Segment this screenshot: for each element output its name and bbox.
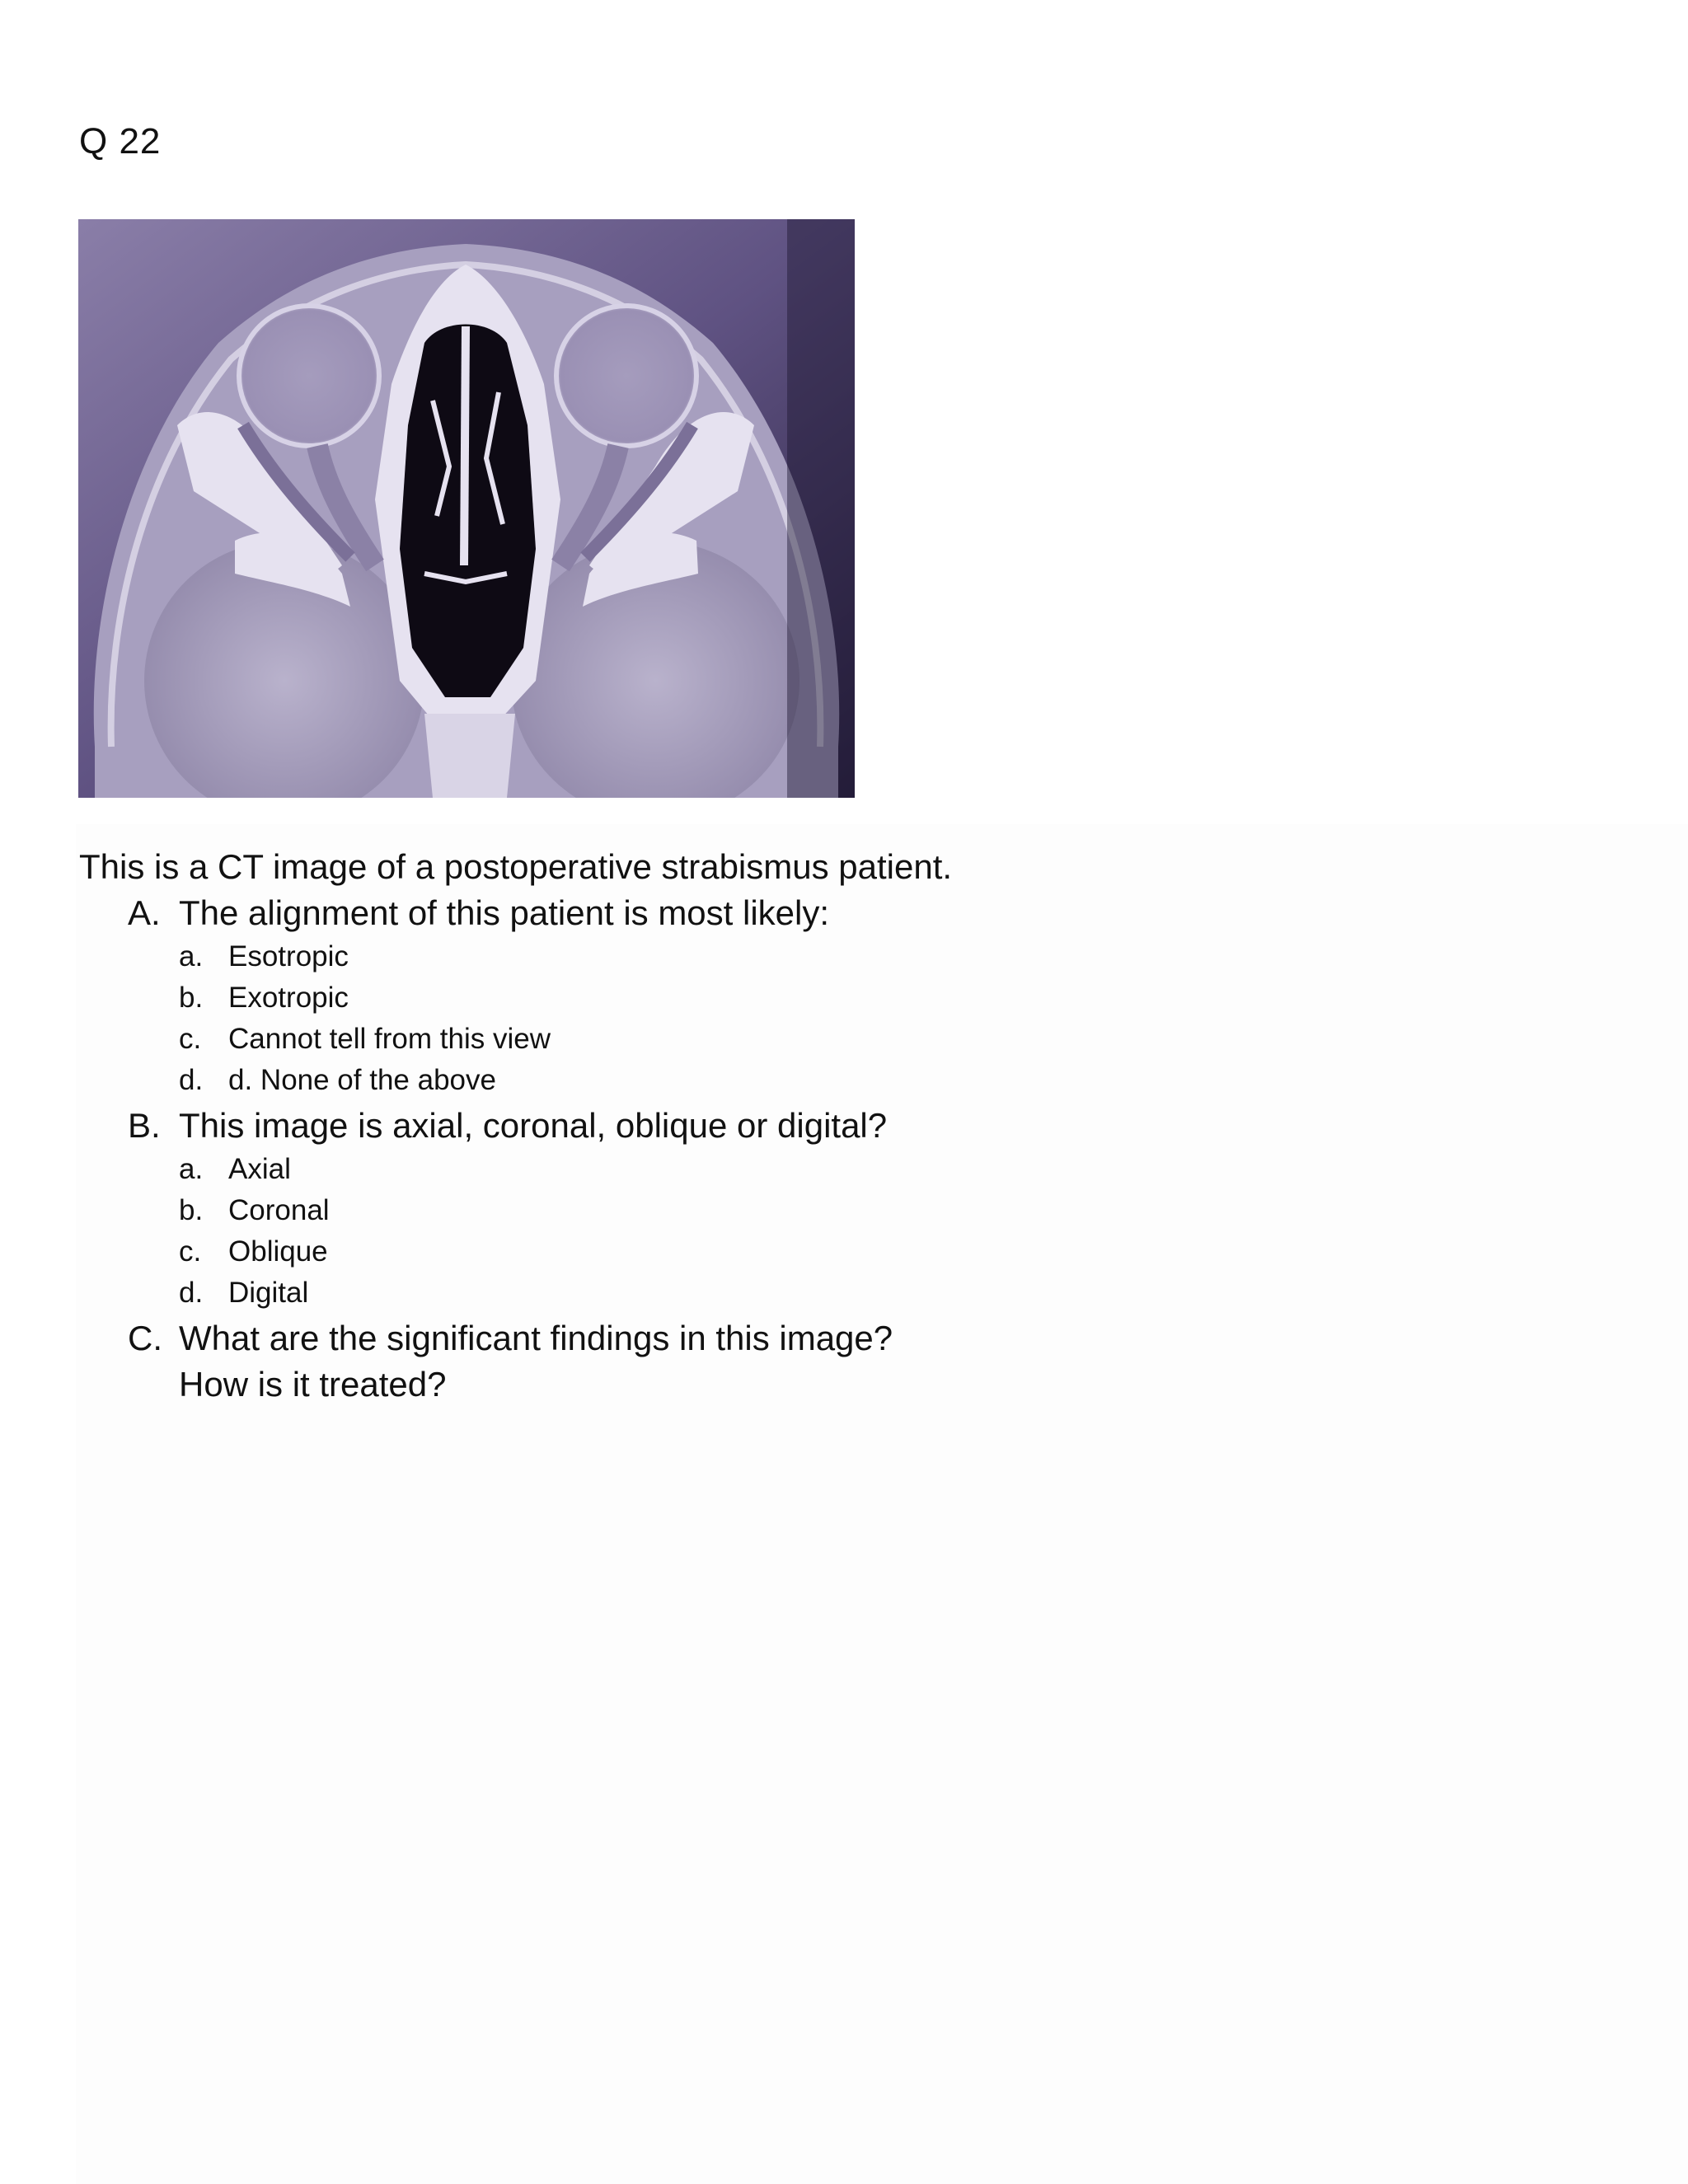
sub-question-letter: A. [128, 893, 161, 932]
option-letter: b. [179, 1194, 204, 1226]
sub-question-letter: B. [128, 1106, 161, 1145]
option-letter: d. [179, 1277, 204, 1309]
option-letter: a. [179, 940, 204, 972]
option-list [179, 936, 1233, 1101]
sub-question-list [79, 890, 1233, 1408]
option-item [79, 1019, 1233, 1060]
sub-question-c [79, 1315, 1233, 1408]
question-content [79, 844, 1233, 1408]
option-text: Axial [228, 1153, 291, 1185]
ct-scan-image [78, 219, 855, 798]
sub-question-text: What are the significant findings in this image? [179, 1319, 893, 1357]
sub-question-text: This image is axial, coronal, oblique or digital? [179, 1106, 888, 1145]
option-letter: a. [179, 1153, 204, 1185]
option-letter: d. [179, 1064, 204, 1096]
option-item [79, 1231, 1233, 1272]
sub-question-text: The alignment of this patient is most likely: [179, 893, 830, 932]
option-item [79, 1060, 1233, 1101]
option-item [79, 1272, 1233, 1314]
option-text: Cannot tell from this view [228, 1023, 551, 1055]
sub-question-a [79, 890, 1233, 1101]
question-intro: This is a CT image of a postoperative strabismus patient. [79, 847, 953, 886]
option-text: Oblique [228, 1235, 328, 1268]
sub-question-b [79, 1103, 1233, 1314]
question-number: Q 22 [79, 121, 162, 162]
option-letter: c. [179, 1023, 202, 1055]
sub-question-letter: C. [128, 1319, 162, 1357]
option-item [79, 1190, 1233, 1231]
option-item [79, 977, 1233, 1019]
sub-question-text-line2: How is it treated? [179, 1365, 447, 1404]
option-item [79, 1149, 1233, 1190]
ct-scan-graphic [78, 219, 855, 798]
option-text: Coronal [228, 1194, 330, 1226]
option-text: Exotropic [228, 982, 349, 1014]
option-text: Digital [228, 1277, 309, 1309]
option-letter: b. [179, 982, 204, 1014]
option-item [79, 936, 1233, 977]
option-text: Esotropic [228, 940, 349, 972]
option-text: d. None of the above [228, 1064, 496, 1096]
option-letter: c. [179, 1235, 202, 1268]
option-list [179, 1149, 1233, 1314]
